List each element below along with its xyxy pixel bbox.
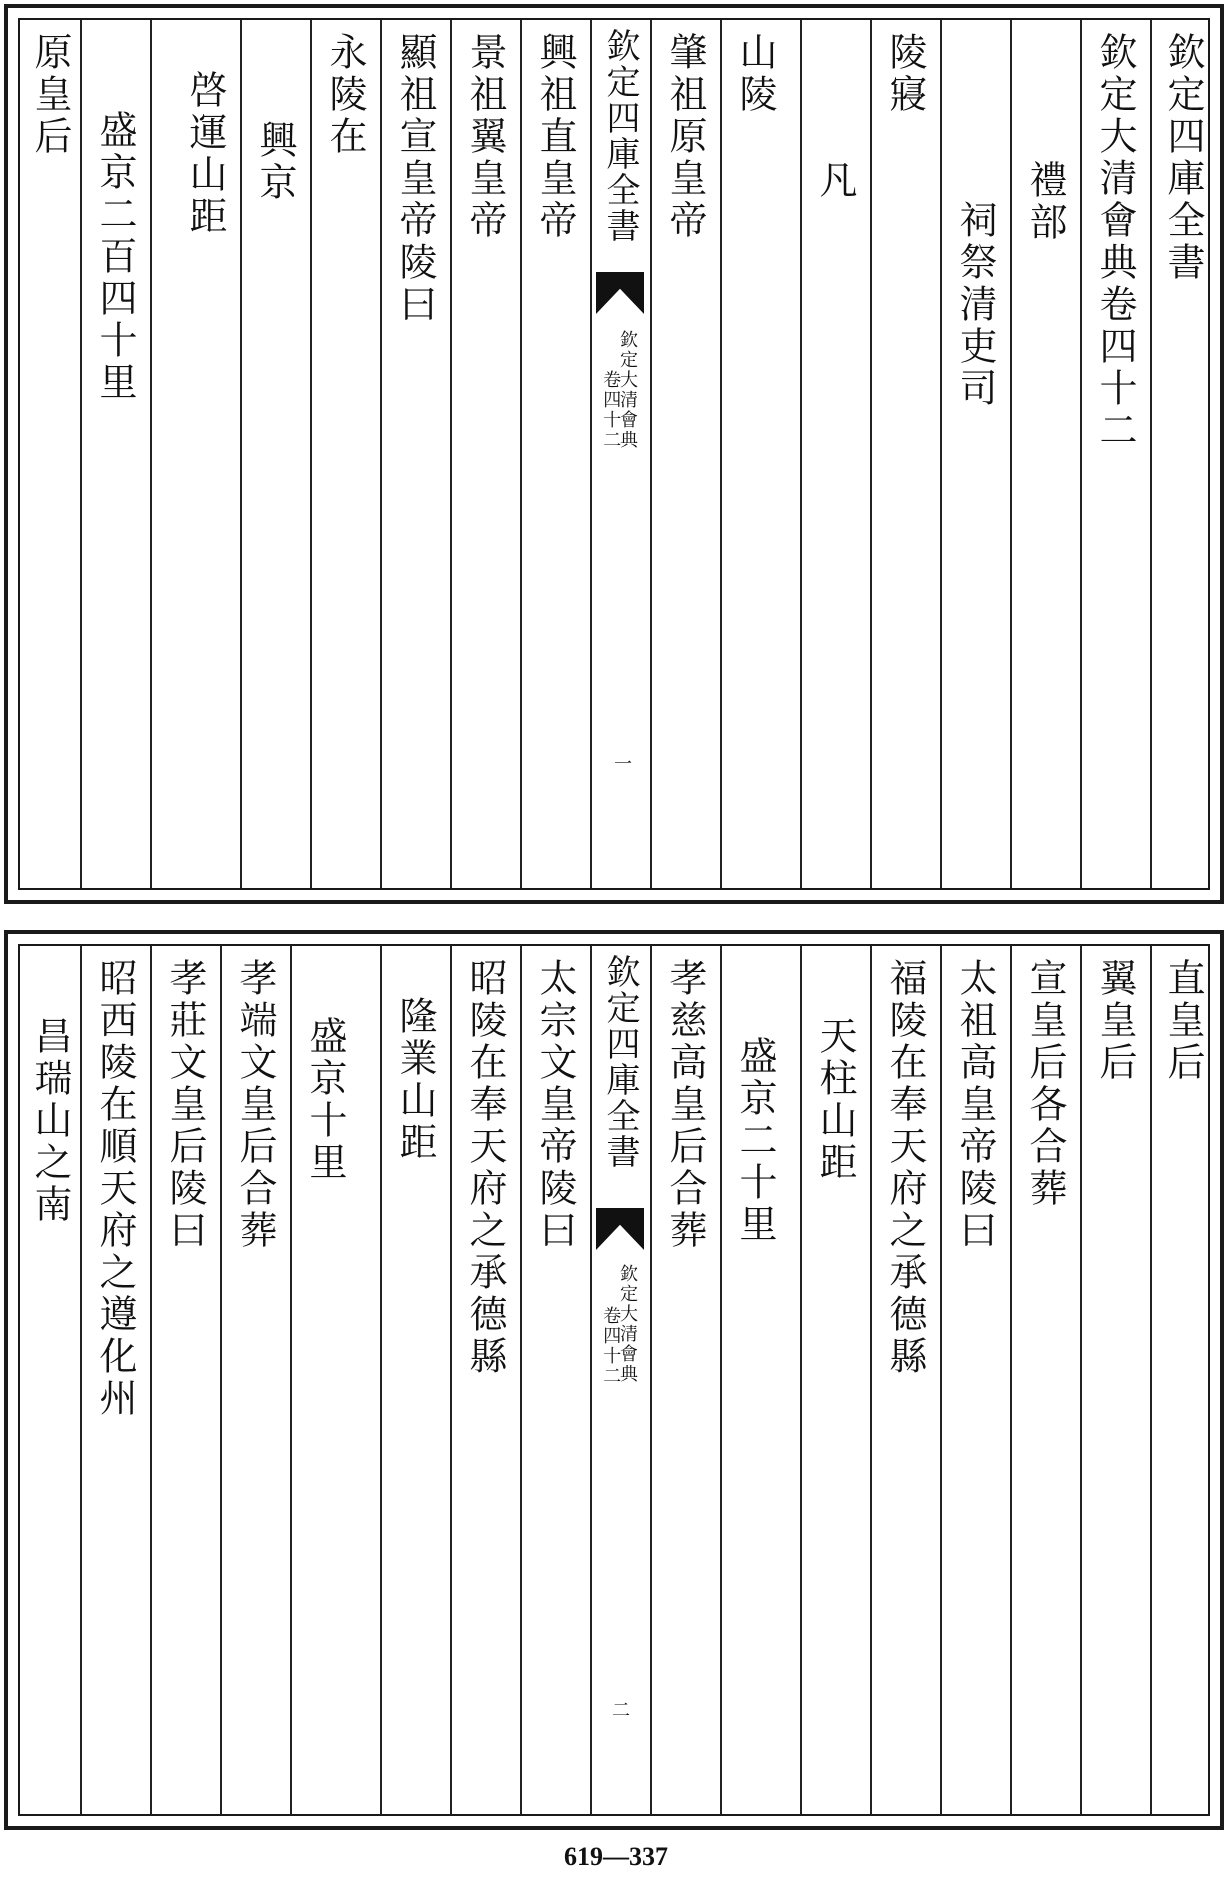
bottom-col-14: 孝端文皇后合葬 bbox=[233, 958, 277, 1252]
bottom-page bbox=[4, 930, 1224, 1830]
top-gutter-volume: 卷四十二 bbox=[600, 370, 622, 450]
folio-number: 619—337 bbox=[564, 1842, 668, 1871]
bottom-gutter-title: 欽定大清會典 bbox=[617, 1264, 638, 1384]
top-page bbox=[4, 4, 1224, 904]
top-col-2: 欽定大清會典卷四十二 bbox=[1093, 32, 1137, 452]
bottom-col-2: 翼皇后 bbox=[1093, 958, 1137, 1084]
bottom-col-12: 隆業山距 bbox=[393, 996, 437, 1164]
top-gutter-page: 一 bbox=[614, 754, 632, 775]
bottom-col-11: 昭陵在奉天府之承德縣 bbox=[463, 958, 507, 1378]
top-col-6: 凡 bbox=[813, 160, 857, 202]
bottom-col-16: 昭西陵在順天府之遵化州 bbox=[93, 958, 137, 1420]
top-gutter-label: 欽定四庫全書 bbox=[600, 28, 640, 244]
top-col-7: 山陵 bbox=[733, 32, 777, 116]
bottom-col-13: 盛京十里 bbox=[303, 1016, 347, 1184]
top-col-16: 盛京二百四十里 bbox=[93, 110, 137, 404]
top-page-frame bbox=[18, 18, 1210, 890]
bottom-col-15: 孝莊文皇后陵曰 bbox=[163, 958, 207, 1252]
bottom-col-8: 孝慈高皇后合葬 bbox=[663, 958, 707, 1252]
bottom-col-1: 直皇后 bbox=[1161, 958, 1205, 1084]
top-col-1: 欽定四庫全書 bbox=[1161, 32, 1205, 284]
bottom-gutter-volume: 卷四十二 bbox=[600, 1306, 622, 1386]
fish-tail-icon bbox=[596, 272, 644, 314]
top-col-13: 永陵在 bbox=[323, 32, 367, 158]
top-col-4: 祠祭清吏司 bbox=[953, 200, 997, 410]
bottom-col-6: 天柱山距 bbox=[813, 1016, 857, 1184]
top-col-10: 興祖直皇帝 bbox=[533, 32, 577, 242]
bottom-gutter bbox=[592, 946, 648, 1814]
top-col-3: 禮部 bbox=[1023, 160, 1067, 244]
top-col-12: 顯祖宣皇帝陵曰 bbox=[393, 32, 437, 326]
bottom-gutter-label: 欽定四庫全書 bbox=[600, 954, 640, 1170]
fish-tail-icon bbox=[596, 1208, 644, 1250]
top-col-14: 興京 bbox=[253, 120, 297, 204]
top-gutter bbox=[592, 20, 648, 888]
top-col-15: 啓運山距 bbox=[183, 70, 227, 238]
top-col-17: 原皇后 bbox=[28, 32, 72, 158]
bottom-col-5: 福陵在奉天府之承德縣 bbox=[883, 958, 927, 1378]
bottom-col-10: 太宗文皇帝陵曰 bbox=[533, 958, 577, 1252]
bottom-page-frame bbox=[18, 944, 1210, 1816]
bottom-col-4: 太祖高皇帝陵曰 bbox=[953, 958, 997, 1252]
bottom-col-7: 盛京二十里 bbox=[733, 1036, 777, 1246]
top-col-5: 陵寢 bbox=[883, 32, 927, 116]
top-col-8: 肇祖原皇帝 bbox=[663, 32, 707, 242]
bottom-col-3: 宣皇后各合葬 bbox=[1023, 958, 1067, 1210]
bottom-col-17: 昌瑞山之南 bbox=[28, 1016, 72, 1226]
bottom-gutter-page: 二 bbox=[612, 1700, 630, 1721]
top-col-11: 景祖翼皇帝 bbox=[463, 32, 507, 242]
top-gutter-title: 欽定大清會典 bbox=[617, 330, 638, 450]
